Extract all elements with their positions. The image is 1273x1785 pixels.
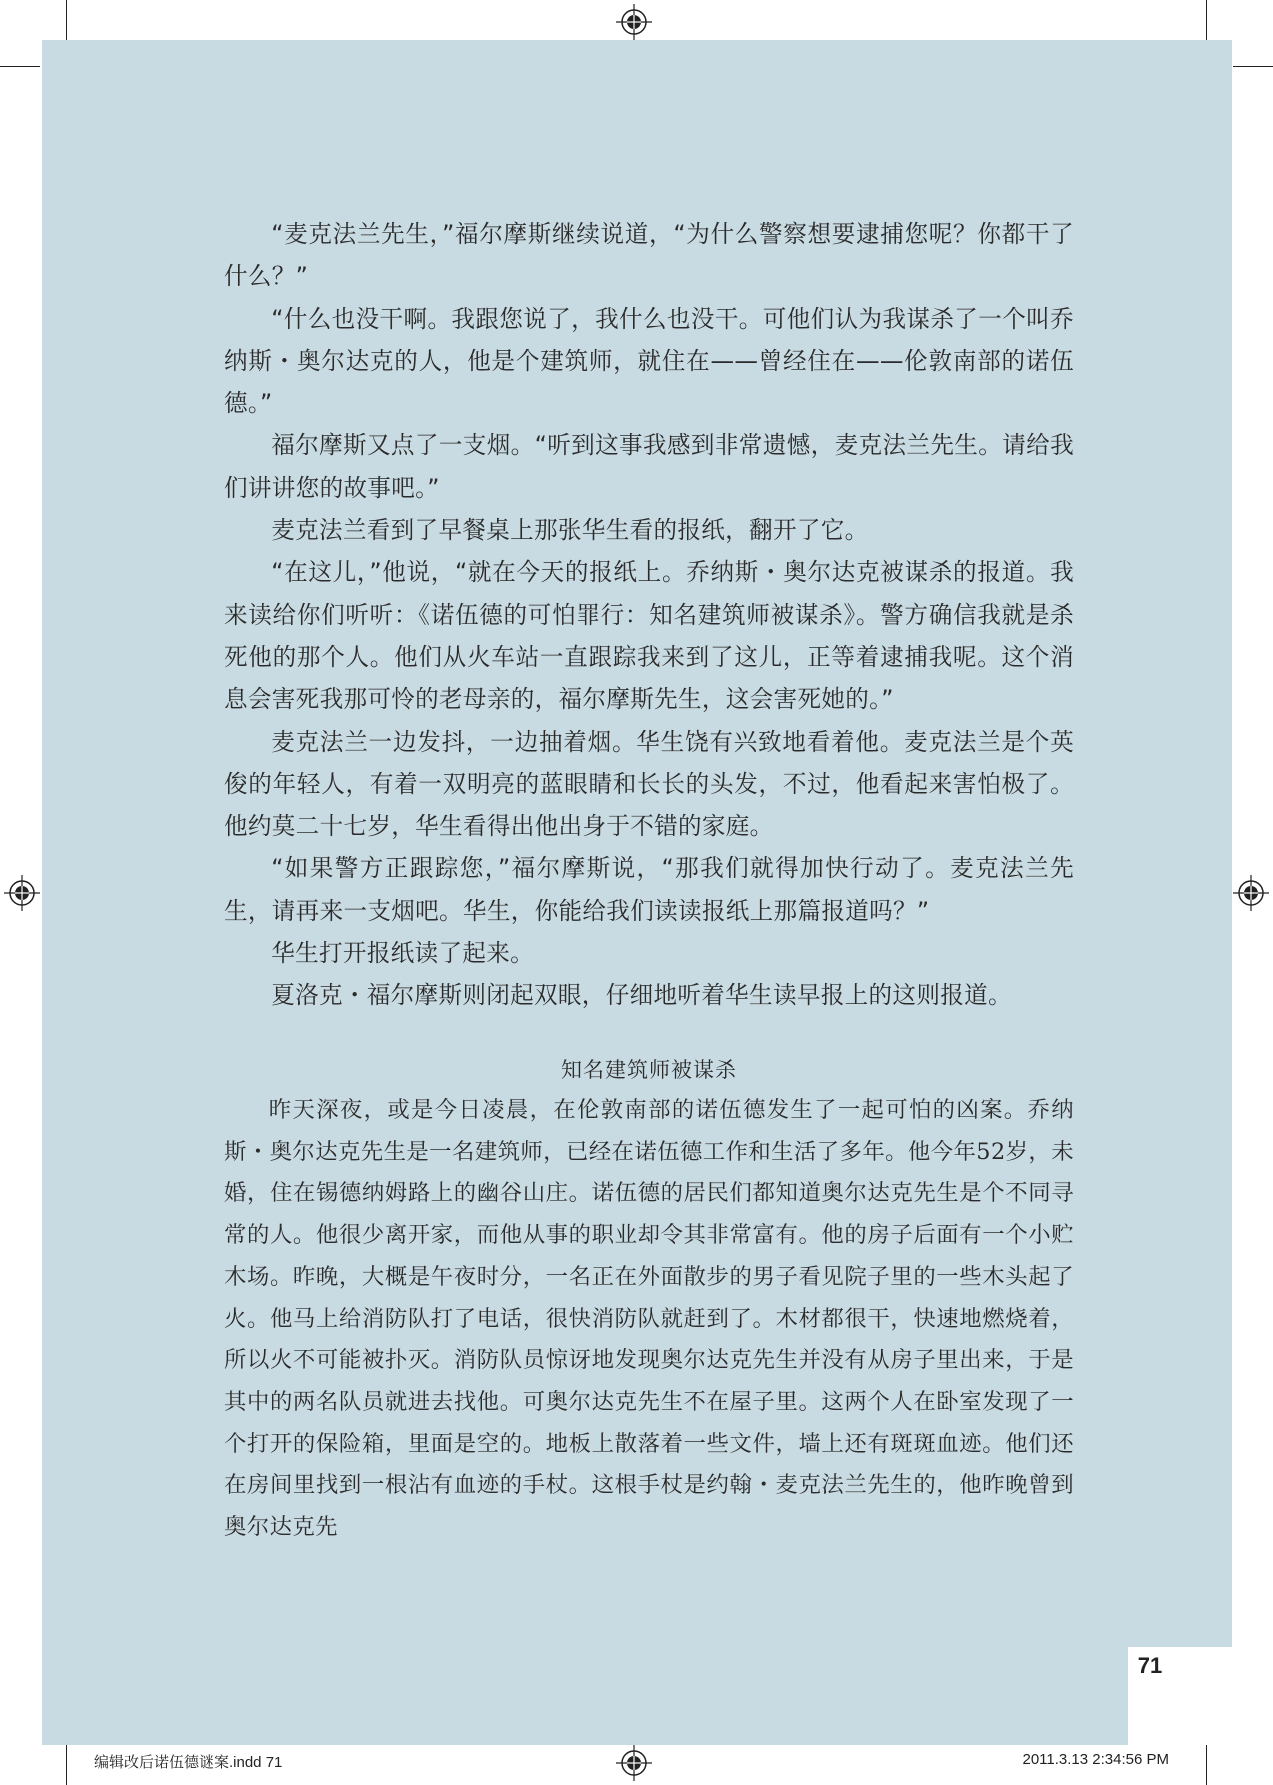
- story-paragraph: “如果警方正跟踪您，”福尔摩斯说，“那我们就得加快行动了。麦克法兰先生，请再来一支烟吧。华生，你能给我们读读报纸上那篇报道吗？”: [224, 854, 1074, 925]
- story-paragraph: “在这儿，”他说，“就在今天的报纸上。乔纳斯・奥尔达克被谋杀的报道。我来读给你们听听：《诺伍德的可怕罪行：知名建筑师被谋杀》。警方确信我就是杀死他的那个人。他们从火车站一直跟踪我来到了这儿，正等着逮捕我呢。这个消息会害死我那可怜的老母亲的，福尔摩斯先生，这会害死她的。”: [224, 558, 1074, 714]
- story-paragraph: 夏洛克・福尔摩斯则闭起双眼，仔细地听着华生读早报上的这则报道。: [271, 981, 1012, 1010]
- story-paragraph: 华生打开报纸读了起来。: [271, 939, 535, 968]
- page-number: 71: [1137, 1653, 1163, 1678]
- crop-mark-top-left-h: [0, 66, 40, 67]
- article-paragraph: 昨天深夜，或是今日凌晨，在伦敦南部的诺伍德发生了一起可怕的凶案。乔纳斯・奥尔达克先生是一名建筑师，已经在诺伍德工作和生活了多年。他今年52岁，未婚，住在锡德纳姆路上的幽谷山庄。诺伍德的居民们都知道奥尔达克先生是个不同寻常的人。他很少离开家，而他从事的职业却令其非常富有。他的房子后面有一个小贮木场。昨晚，大概是午夜时分，一名正在外面散步的男子看见院子里的一些木头起了火。他马上给消防队打了电话，很快消防队就赶到了。木材都很干，快速地燃烧着，所以火不可能被扑灭。消防队员惊讶地发现奥尔达克先生并没有从房子里出来，于是其中的两名队员就进去找他。可奥尔达克先生不在屋子里。这两个人在卧室发现了一个打开的保险箱，里面是空的。地板上散落着一些文件，墙上还有斑斑血迹。他们还在房间里找到一根沾有血迹的手杖。这根手杖是约翰・麦克法兰先生的，他昨晚曾到奥尔达克先: [224, 1097, 1074, 1541]
- story-paragraph: “什么也没干啊。我跟您说了，我什么也没干。可他们认为我谋杀了一个叫乔纳斯・奥尔达克的人，他是个建筑师，就住在——曾经住在——伦敦南部的诺伍德。”: [224, 304, 1074, 418]
- crop-mark-bottom-left-v: [66, 1745, 67, 1785]
- article-title: 知名建筑师被谋杀: [561, 1058, 737, 1082]
- registration-mark-left-icon: [4, 875, 40, 911]
- story-paragraph: “麦克法兰先生，”福尔摩斯继续说道，“为什么警察想要逮捕您呢？你都干了什么？”: [224, 220, 1074, 291]
- crop-mark-top-right-v: [1206, 0, 1207, 40]
- crop-mark-top-left-v: [66, 0, 67, 40]
- registration-mark-bottom-icon: [616, 1745, 652, 1781]
- story-text: [224, 213, 1074, 1017]
- story-paragraph: 福尔摩斯又点了一支烟。“听到这事我感到非常遗憾，麦克法兰先生。请给我们讲讲您的故事吧。”: [224, 431, 1074, 502]
- crop-mark-bottom-right-v: [1206, 1745, 1207, 1785]
- article-text: [224, 1090, 1074, 1549]
- story-paragraph: 麦克法兰一边发抖，一边抽着烟。华生饶有兴致地看着他。麦克法兰是个英俊的年轻人，有着一双明亮的蓝眼睛和长长的头发，不过，他看起来害怕极了。他约莫二十七岁，华生看得出他出身于不错的家庭。: [224, 727, 1074, 841]
- registration-mark-top-icon: [616, 4, 652, 40]
- registration-mark-right-icon: [1233, 875, 1269, 911]
- story-paragraph: 麦克法兰看到了早餐桌上那张华生看的报纸，翻开了它。: [271, 516, 869, 545]
- footer-file-info: 编辑改后诺伍德谜案.indd 71: [94, 1754, 283, 1771]
- footer-timestamp: 2011.3.13 2:34:56 PM: [1022, 1751, 1169, 1768]
- crop-mark-top-right-h: [1233, 66, 1273, 67]
